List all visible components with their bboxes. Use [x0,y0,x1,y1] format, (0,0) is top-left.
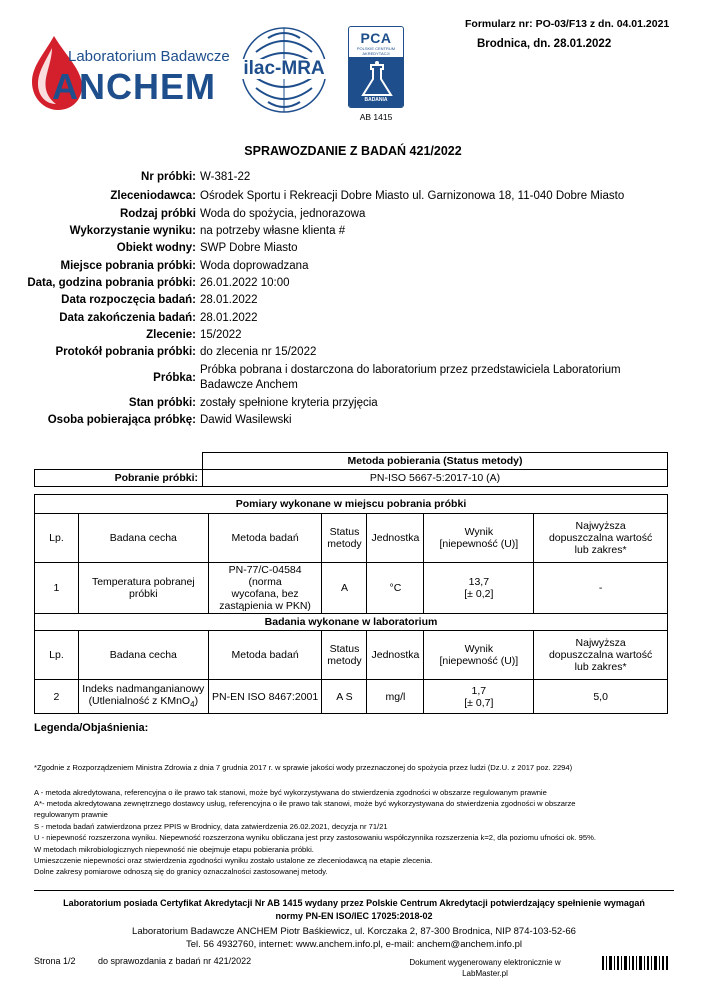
info-value: na potrzeby własne klienta # [200,225,346,237]
anchem-logo [30,34,230,112]
legend-note: S - metoda badań zatwierdzona przez PPIS w Brodnicy, data zatwierdzenia 26.02.2021, decyzja nr 71/21 [34,822,388,831]
info-row-client [0,189,706,204]
row-feature-line: Indeks nadmanganianowy [82,683,205,696]
info-value: 26.01.2022 10:00 [200,277,290,289]
ilac-wordmark: ilac-MRA [236,59,332,79]
col-lp: Lp. [35,631,79,680]
legend-note: W metodach mikrobiologicznych niepewność nie obejmuje etapu pobierania próbki. [34,845,314,854]
row-status: A S [322,680,367,714]
legend-note: Dolne zakresy pomiarowe odnoszą się do granicy oznaczalności zastosowanej metody. [34,867,328,876]
results-table [34,494,668,714]
col-result [424,514,534,563]
col-status [322,631,367,680]
col-limit-line: lub zakres* [574,544,627,556]
info-row-sampling-datetime [0,276,706,291]
info-value: 28.01.2022 [200,294,258,306]
accreditation-line: Laboratorium posiada Certyfikat Akredytacji Nr AB 1415 wydany przez Polskie Centrum Akredytacji potwierdzający spełnienie wymagań [63,898,645,908]
col-result-line: [niepewność (U)] [439,655,519,667]
legend-note: U - niepewność rozszerzona wyniku. Niepewność rozszerzona wyniku obliczana jest przy zastosowaniu współczynnika rozszerzenia k=2, dla poziomu ufności ok. 95%. [34,833,596,842]
info-row-test-start [0,293,706,308]
info-row-sampling-place [0,259,706,274]
row-unit: mg/l [367,680,424,714]
row-feature-subscript: 4 [190,700,195,710]
row-limit: - [534,563,668,614]
info-value: Dawid Wasilewski [200,414,292,426]
generated-note [390,957,580,979]
col-unit: Jednostka [367,631,424,680]
table-row [35,680,668,714]
info-value: 28.01.2022 [200,312,258,324]
row-result-value: 1,7 [471,684,487,697]
info-row-sample-number [0,170,706,185]
col-limit-line: lub zakres* [574,661,627,673]
col-limit [534,514,668,563]
accreditation-statement [34,897,674,923]
row-feature-text: (Utlenialność z KMnO [88,695,191,708]
regulation-note: *Zgodnie z Rozporządzeniem Ministra Zdrowia z dnia 7 grudnia 2017 r. w sprawie jakości wody przeznaczonej do spożycia przez ludzi (Dz.U. z 2017 poz. 2294) [34,763,573,772]
report-title: SPRAWOZDANIE Z BADAŃ 421/2022 [244,144,462,158]
info-row-water-object [0,241,706,256]
col-method: Metoda badań [208,514,322,563]
pca-badge-panel [349,57,403,107]
lab-address [34,925,674,951]
place-date: Brodnica, dn. 28.01.2022 [477,38,612,50]
col-result-line: Wynik [464,643,494,655]
col-feature: Badana cecha [78,514,208,563]
col-status-line: metody [327,655,362,667]
info-value: Woda do spożycia, jednorazowa [200,208,366,220]
empty-cell [35,453,203,470]
info-row-test-end [0,311,706,326]
info-value: W-381-22 [200,171,251,183]
info-label: Osoba pobierająca próbkę: [47,414,196,426]
table-row [35,563,668,614]
row-result [424,563,534,614]
footer-divider [34,890,674,891]
info-value: Próbka pobrana i dostarczona do laboratorium przez przedstawiciela Laboratorium Badawcze Anchem [200,364,621,391]
col-status [322,514,367,563]
row-status: A [322,563,367,614]
form-number: Formularz nr: PO-03/F13 z dn. 04.01.2021 [465,18,670,30]
sampling-method-table [34,452,668,487]
row-result-uncertainty: [± 0,7] [464,696,494,709]
info-row-sample-type [0,207,706,222]
info-row-sampling-protocol [0,345,706,360]
col-feature: Badana cecha [78,631,208,680]
address-line: Tel. 56 4932760, internet: www.anchem.info.pl, e-mail: anchem@anchem.info.pl [186,939,522,950]
col-status-line: Status [329,643,360,655]
info-value: Woda doprowadzana [200,260,309,272]
row-method [208,563,322,614]
col-result [424,631,534,680]
info-label: Nr próbki: [141,171,196,183]
row-lp: 2 [35,680,79,714]
ilac-mra-logo [232,26,336,114]
row-feature-line: próbki [129,588,158,600]
generated-line: LabMaster.pl [462,969,508,978]
info-label: Rodzaj próbki [119,208,196,220]
info-label: Stan próbki: [128,397,196,409]
info-label: Obiekt wodny: [116,242,196,254]
row-lp: 1 [35,563,79,614]
pca-wordmark: PCA [360,30,392,46]
lab-measurements-title: Badania wykonane w laboratorium [35,614,668,631]
col-limit-line: Najwyższa [575,520,626,532]
row-method-line: PN-77/C-04584 (norma [228,564,302,588]
info-value: do zlecenia nr 15/2022 [200,346,317,358]
info-label: Protokół pobrania próbki: [55,346,196,358]
row-limit: 5,0 [534,680,668,714]
table-header-row [35,631,668,680]
col-result-line: Wynik [464,526,494,538]
address-line: Laboratorium Badawcze ANCHEM Piotr Baśkiewicz, ul. Korczaka 2, 87-300 Brodnica, NIP 874-103-52-66 [132,926,576,937]
info-row-order [0,328,706,343]
page-number: Strona 1/2 [34,956,76,966]
col-status-line: Status [329,526,360,538]
row-method-line: wycofana, bez [231,588,299,600]
sampling-method-value: PN-ISO 5667-5:2017-10 (A) [203,470,668,487]
info-label: Próbka: [153,371,196,384]
barcode-icon [602,956,668,970]
info-row-sample-state [0,396,706,411]
anchem-logo-wordmark: ANCHEM [52,66,216,107]
info-value: SWP Dobre Miasto [200,242,298,254]
info-label: Zleceniodawca: [110,190,196,202]
pca-subtitle: POLSKIE CENTRUM AKREDYTACJI [356,46,396,56]
info-value: zostały spełnione kryteria przyjęcia [200,397,378,409]
row-method: PN-EN ISO 8467:2001 [208,680,322,714]
info-label: Data, godzina pobrania próbki: [27,277,196,289]
legend-note: A*- metoda akredytowana zewnętrznego dostawcy usług, referencyjna o ile prawo tak stanowi, może być wykorzystywana do stwierdzenia zgodności w obszarze [34,799,576,808]
col-limit-line: dopuszczalna wartość [548,532,653,544]
info-label: Zlecenie: [146,329,196,341]
col-limit [534,631,668,680]
info-label: Wykorzystanie wyniku: [69,225,196,237]
legend-note: A - metoda akredytowana, referencyjna o ile prawo tak stanowi, może być wykorzystywana do stwierdzenia zgodności w obszarze regulowanym prawnie [34,788,547,797]
col-limit-line: Najwyższa [575,637,626,649]
col-method: Metoda badań [208,631,322,680]
sampling-method-header: Metoda pobierania (Status metody) [203,453,668,470]
row-feature [78,680,208,714]
row-result [424,680,534,714]
field-measurements-title: Pomiary wykonane w miejscu pobrania próbki [35,495,668,514]
accreditation-line: normy PN-EN ISO/IEC 17025:2018-02 [275,911,433,921]
row-result-uncertainty: [± 0,2] [464,588,494,600]
col-status-line: metody [327,538,362,550]
col-limit-line: dopuszczalna wartość [548,649,653,661]
table-header-row [35,514,668,563]
anchem-logo-subtitle: Laboratorium Badawcze [68,48,230,65]
report-reference: do sprawozdania z badań nr 421/2022 [98,956,252,966]
row-feature [78,563,208,614]
row-result-value: 13,7 [468,576,490,588]
info-row-result-usage [0,224,706,239]
row-feature-line [82,695,205,709]
row-unit: °C [367,563,424,614]
info-label: Miejsce pobrania próbki: [60,260,196,272]
row-feature-text: ) [194,695,199,708]
col-lp: Lp. [35,514,79,563]
info-value: Ośrodek Sportu i Rekreacji Dobre Miasto ul. Garnizonowa 18, 11-040 Dobre Miasto [200,190,625,202]
info-label: Data rozpoczęcia badań: [61,294,196,306]
pca-logo [348,26,404,122]
legend-title: Legenda/Objaśnienia: [34,722,149,734]
pca-code: AB 1415 [359,112,393,122]
pca-badge-label: BADANIA [364,97,388,103]
info-row-sampler [0,413,706,428]
row-feature-line: Temperatura pobranej [91,576,195,588]
info-label: Data zakończenia badań: [59,312,196,324]
info-value: 15/2022 [200,329,242,341]
col-result-line: [niepewność (U)] [439,538,519,550]
sampling-label: Pobranie próbki: [35,470,203,487]
legend-note: regulowanym prawnie [34,810,108,819]
generated-line: Dokument wygenerowany elektronicznie w [409,958,561,967]
row-method-line: zastąpienia w PKN) [219,600,311,612]
info-row-sample [0,363,706,393]
legend-note: Umieszczenie niepewności oraz stwierdzenia zgodności wyniku zostało ustalone ze zleceniodawcą na etapie zlecenia. [34,856,433,865]
col-unit: Jednostka [367,514,424,563]
